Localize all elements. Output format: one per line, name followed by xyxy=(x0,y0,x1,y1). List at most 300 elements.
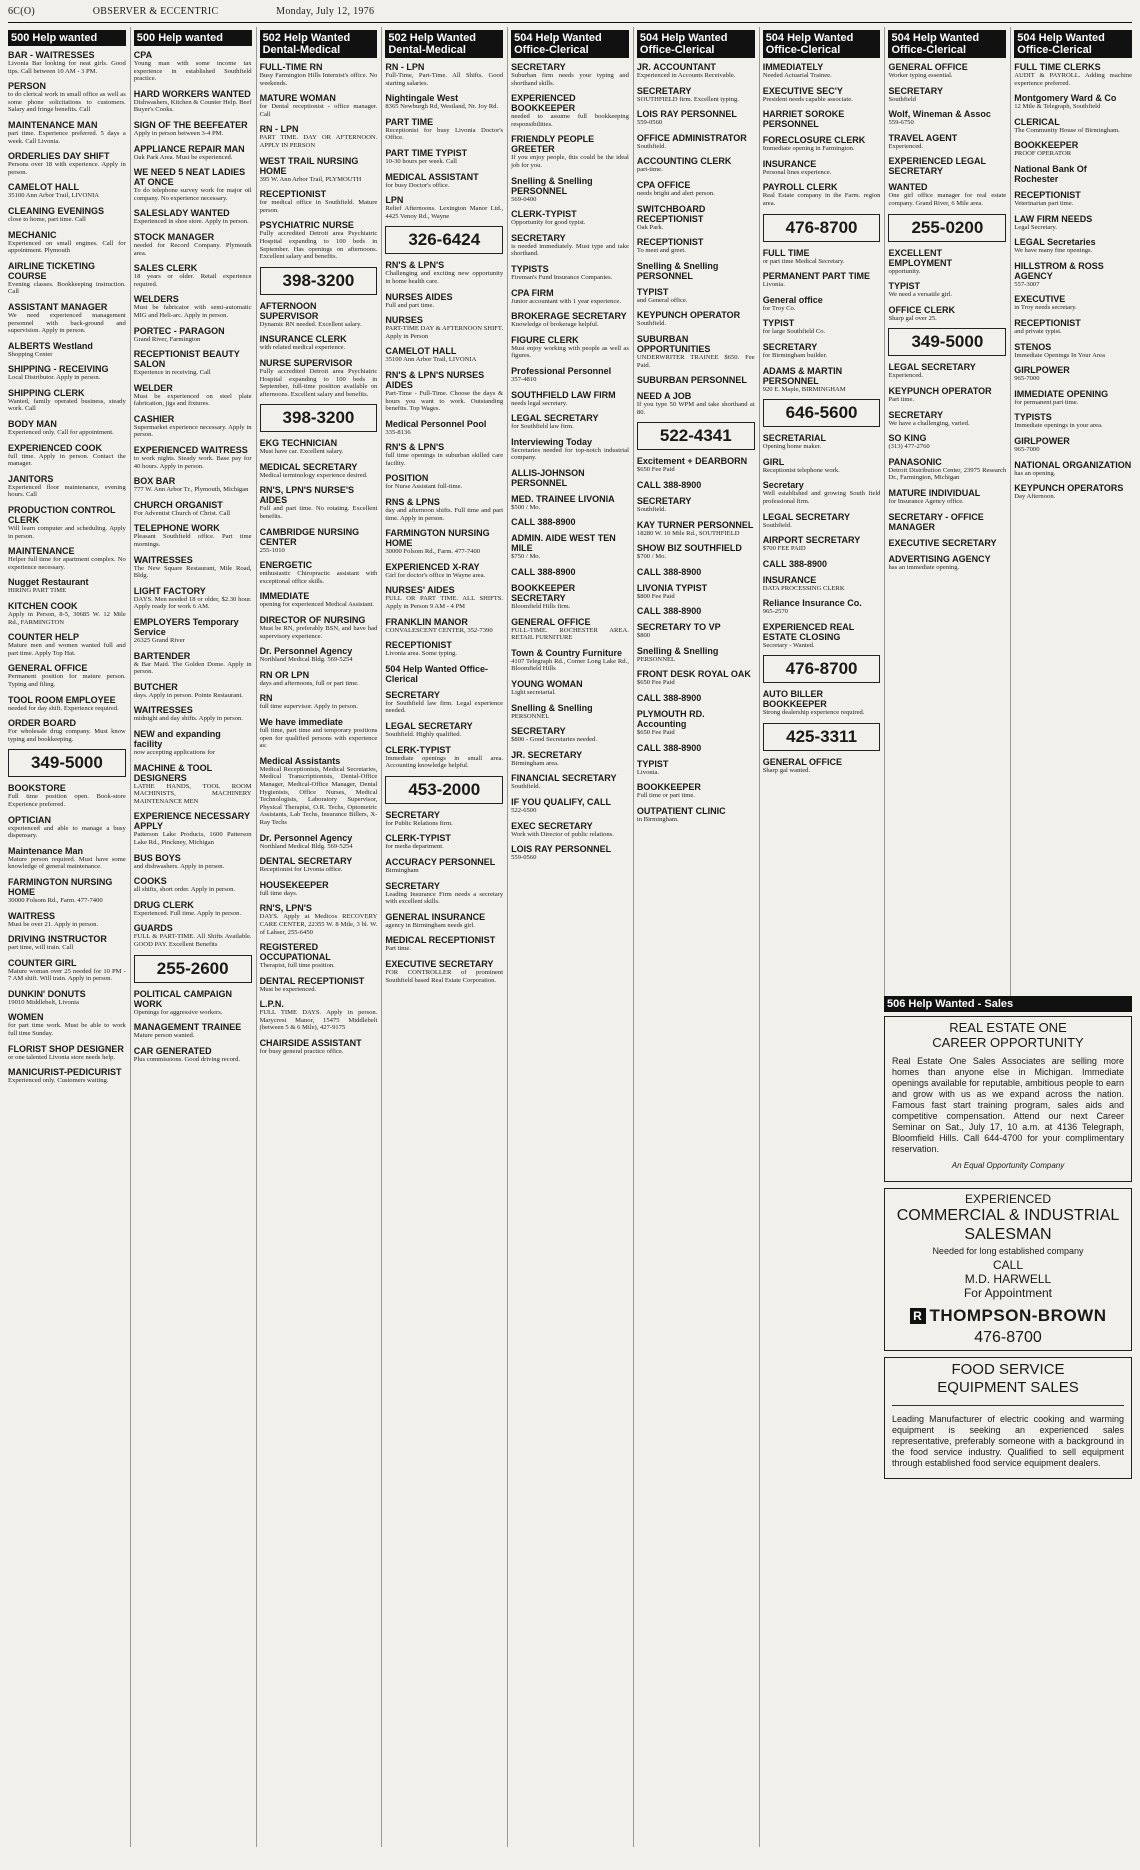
classified-ad xyxy=(637,709,755,737)
ad-body: Experienced floor maintenance, evening hours. Call xyxy=(8,483,126,499)
classified-ad xyxy=(637,180,755,198)
classified-ad xyxy=(888,86,1006,104)
ad-body: Must be over 21. Apply in person. xyxy=(8,920,99,928)
classified-ad xyxy=(134,144,252,162)
ad-title: SIGN OF THE BEEFEATER xyxy=(133,119,248,130)
ad-body: $750 / Mo. xyxy=(511,553,541,561)
classified-ad xyxy=(637,622,755,640)
ad-body: Patterson Lake Products, 1600 Patterson Lake Rd., Pinckney, Michigan xyxy=(133,831,252,846)
ad-body: experienced and able to manage a busy dispensary. xyxy=(8,824,126,840)
classified-column xyxy=(381,27,503,1847)
classified-ad xyxy=(511,517,629,527)
food-line-1: FOOD SERVICE xyxy=(951,1361,1065,1378)
ad-title: CLERICAL xyxy=(1014,116,1060,127)
classified-ad xyxy=(511,703,629,721)
classified-ad xyxy=(763,622,881,650)
ad-body: Real Estate company in the Farm. region area. xyxy=(762,192,881,207)
ad-body: 357-4810 xyxy=(511,375,537,383)
ad-title: NURSES' AIDES xyxy=(385,585,455,596)
classified-ad xyxy=(1014,412,1132,430)
ad-title: SHOW BIZ SOUTHFIELD xyxy=(636,543,742,554)
ad-body: Experience in receiving. Call xyxy=(133,369,211,377)
ad-body: for Public Relations firm. xyxy=(385,819,453,827)
classified-ad xyxy=(385,473,503,491)
ad-body: Legal Secretary. xyxy=(1014,223,1058,231)
ad-title: PSYCHIATRIC NURSE xyxy=(259,220,354,231)
classified-ad xyxy=(134,586,252,611)
ad-body: for permanent part time. xyxy=(1014,398,1079,406)
ad-title: COUNTER HELP xyxy=(8,632,80,643)
ad-body: $650 Fee Paid xyxy=(636,729,675,737)
classified-ad xyxy=(888,362,1006,380)
ad-body: If you enjoy people, this could be the ideal job for you. xyxy=(511,154,629,169)
classified-ad xyxy=(134,50,252,83)
classified-ad xyxy=(637,496,755,514)
classified-ad xyxy=(134,232,252,257)
ad-body: all shifts, short order. Apply in person. xyxy=(133,886,236,894)
ad-body: PART-TIME DAY & AFTERNOON SHIFT. Apply in Person xyxy=(385,325,504,340)
ad-body: Must enjoy working with people as well as figures. xyxy=(511,344,629,360)
ad-body: Junior accountant with 1 year experience. xyxy=(511,297,621,305)
ad-title: LEGAL SECRETARY xyxy=(762,511,851,522)
section-heading: 504 Help Wanted Office-Clerical xyxy=(511,30,629,58)
classified-ad xyxy=(1014,436,1132,454)
classified-ad xyxy=(385,745,503,770)
ad-body: Full time or part time. xyxy=(636,792,695,800)
ad-title: CALL 388-8900 xyxy=(636,742,702,753)
ad-title: POSITION xyxy=(385,473,429,484)
ad-body: Sharp gal over 25. xyxy=(888,314,937,322)
ad-body: 335-8136 xyxy=(385,428,411,436)
ad-body: Veterinarian part time. xyxy=(1014,199,1074,207)
classified-ad xyxy=(134,445,252,470)
ad-title: FARMINGTON NURSING HOME xyxy=(8,876,113,897)
classified-ad xyxy=(8,1067,126,1085)
classified-ad xyxy=(385,640,503,658)
sales-line-6: M.D. HARWELL xyxy=(964,1272,1052,1286)
classified-ad xyxy=(511,233,629,258)
ad-body: has an immediate opening. xyxy=(888,563,960,571)
classified-ad xyxy=(134,876,252,894)
classified-ad xyxy=(134,476,252,494)
ad-body: Fully accredited Detroit area Psychiatric Hospital expanding to 100 beds in September, full-time position available on afternoons. Excellent salary and benefits. xyxy=(259,367,378,398)
ad-title: MANAGEMENT TRAINEE xyxy=(133,1022,242,1033)
ad-body: 965-7000 xyxy=(1014,445,1040,453)
ad-body: Will learn computer and scheduling. Apply in person. xyxy=(8,525,126,540)
ad-body: is needed immediately. Must type and take shorthand. xyxy=(511,242,629,258)
ad-body: 18 years or older. Retail experience required. xyxy=(133,273,252,288)
ad-title: LEGAL Secretaries xyxy=(1014,237,1096,248)
classified-ad xyxy=(511,494,629,512)
ad-body: Must be RN, preferably BSN, and have had supervisory experience. xyxy=(259,625,378,640)
ad-body: 559-0560 xyxy=(511,854,537,862)
classified-ad xyxy=(260,646,378,664)
ad-title: SHIPPING CLERK xyxy=(8,387,85,398)
classified-ad xyxy=(888,410,1006,428)
ad-title: GIRL xyxy=(762,456,785,467)
classified-ad xyxy=(134,955,252,983)
ad-body: Permanent position for mature person. Typing and filing. xyxy=(8,673,126,688)
ad-body: Apply in Person, 8-5, 30685 W. 12 Mile Rd., FARMINGTON xyxy=(8,611,126,626)
classified-ad xyxy=(511,437,629,462)
ad-body: full time openings in suburban skilled care facility. xyxy=(385,452,504,467)
ad-title: CPA FIRM xyxy=(511,287,554,298)
ad-title: SECRETARY TO VP xyxy=(636,622,721,633)
classified-ad xyxy=(134,923,252,948)
ad-body: for busy Doctor's office. xyxy=(385,181,450,189)
classified-ad xyxy=(888,248,1006,276)
issue-date: Monday, July 12, 1976 xyxy=(276,6,375,17)
classified-ad xyxy=(260,462,378,480)
ad-title: BUS BOYS xyxy=(133,852,181,863)
ad-title: RN - LPN xyxy=(259,124,299,135)
classified-ad xyxy=(134,729,252,757)
ad-title: MAINTENANCE xyxy=(8,546,75,557)
ad-title: Reliance Insurance Co. xyxy=(762,598,862,609)
ad-body: For Adventist Church of Christ. Call xyxy=(133,509,231,517)
paper-name: OBSERVER & ECCENTRIC xyxy=(92,6,219,17)
ad-title: RECEPTIONIST xyxy=(259,189,327,200)
ad-title: Interviewing Today xyxy=(511,436,592,447)
ad-title: Dr. Personnel Agency xyxy=(259,646,353,657)
ad-title: MEDICAL SECRETARY xyxy=(259,461,358,472)
section-heading: 502 Help Wanted Dental-Medical xyxy=(260,30,378,58)
classified-ad xyxy=(511,797,629,815)
ad-body: Bloomfield Hills firm. xyxy=(511,603,571,611)
divider xyxy=(892,1405,1124,1406)
classified-ad xyxy=(385,528,503,556)
classified-ad xyxy=(1014,140,1132,158)
classified-ad xyxy=(134,1022,252,1040)
ad-body: Southfield. Highly qualified. xyxy=(385,731,462,738)
classified-ad xyxy=(134,326,252,344)
classified-ad xyxy=(134,208,252,226)
ad-title: WAITRESSES xyxy=(133,705,193,716)
ad-body: Must be experienced. xyxy=(259,985,317,993)
ad-title: LOIS RAY PERSONNEL xyxy=(511,844,612,855)
classified-ad xyxy=(763,512,881,530)
ad-body: to do clerical work in small office as well as some phone solicitations to customers. Salary and fringe benefits. Call xyxy=(8,91,126,114)
ad-title: WELDER xyxy=(133,382,173,393)
classified-ad xyxy=(134,414,252,439)
ad-body: Must be fabricator with semi-automatic MIG and Heli-arc. Apply in person. xyxy=(133,304,252,319)
ad-title: JR. ACCOUNTANT xyxy=(636,62,716,72)
ad-title: CLEANING EVENINGS xyxy=(8,205,105,216)
classified-ad xyxy=(511,209,629,227)
classified-ad xyxy=(385,62,503,87)
classified-ad xyxy=(888,214,1006,242)
classified-ad xyxy=(1014,389,1132,407)
ad-title: SECRETARY xyxy=(385,809,440,820)
classified-ad xyxy=(8,718,126,743)
ad-body: Relief Afternoons. Lexington Manor Ltd., 4425 Venoy Rd., Wayne xyxy=(385,205,504,220)
classified-ad xyxy=(260,615,378,640)
ad-title: 504 Help Wanted Office-Clerical xyxy=(385,663,489,684)
classified-ad xyxy=(260,591,378,609)
ad-body: needed for day shift. Experience required. xyxy=(8,704,119,712)
ad-title: CALL 388-8900 xyxy=(636,606,702,617)
classified-ad xyxy=(637,743,755,753)
ad-body: (313) 477-2760 xyxy=(888,443,930,451)
ad-title: BOOKKEEPER SECRETARY xyxy=(511,583,576,604)
classified-ad xyxy=(763,342,881,360)
classified-ad xyxy=(385,226,503,254)
ad-body: and dishwashers. Apply in person. xyxy=(133,862,225,870)
ad-title: RECEPTIONIST BEAUTY SALON xyxy=(133,349,240,370)
ad-body: 26325 Grand River xyxy=(133,637,185,644)
classified-ad xyxy=(511,821,629,839)
ad-title: SUBURBAN OPPORTUNITIES xyxy=(636,333,711,354)
classified-ad xyxy=(511,648,629,673)
ad-title: IMMEDIATELY xyxy=(762,62,824,72)
classified-ad xyxy=(511,413,629,431)
ad-title: BAR - WAITRESSES xyxy=(8,50,95,60)
ad-title: FRONT DESK ROYAL OAK xyxy=(636,669,751,680)
ad-title: CALL 388-8900 xyxy=(636,693,702,704)
ad-body: for Nurse Assistant full-time. xyxy=(385,483,463,491)
ad-title: GENERAL OFFICE xyxy=(511,616,591,627)
ad-title: Medical Personnel Pool xyxy=(385,418,487,429)
ad-title: 522-4341 xyxy=(659,426,732,446)
ad-title: ALBERTS Westland xyxy=(8,340,93,351)
ad-title: CLERK-TYPIST xyxy=(511,209,577,220)
ad-title: FLORIST SHOP DESIGNER xyxy=(8,1043,124,1054)
classified-ad xyxy=(888,512,1006,532)
classified-ad xyxy=(385,585,503,610)
ad-body: Receptionist for Livonia office. xyxy=(259,866,343,874)
ad-title: MACHINE & TOOL DESIGNERS xyxy=(133,762,212,783)
thompson-brown-logo xyxy=(888,1306,1128,1326)
ad-title: MEDICAL ASSISTANT xyxy=(385,171,479,182)
sales-section xyxy=(884,996,1132,1856)
ad-title: Wolf, Wineman & Assoc xyxy=(888,109,991,120)
ad-body: $650 Fee Paid xyxy=(636,679,675,687)
ad-body: FULL OR PART TIME. ALL SHIFTS. Apply in Person 9 AM - 4 PM xyxy=(385,595,504,611)
classified-ad xyxy=(8,749,126,777)
ad-body: 30000 Folsom Rd., Farm. 477-7400 xyxy=(8,896,103,904)
ad-title: PLYMOUTH RD. Accounting xyxy=(636,709,705,730)
ad-body: Wanted, family operated business, steady work. Call xyxy=(8,397,126,413)
ad-title: COOKS xyxy=(133,876,167,887)
ad-title: EXPERIENCED BOOKKEEPER xyxy=(511,93,576,114)
ad-title: DUNKIN' DONUTS xyxy=(8,988,86,999)
ad-body: Southfield. xyxy=(636,505,667,513)
ad-title: GIRLPOWER xyxy=(1014,365,1070,376)
ad-title: 398-3200 xyxy=(282,270,355,290)
ad-body: 19010 Middlebelt, Livonia xyxy=(8,998,79,1006)
ad-body: Must be experienced on steel plate fabrication, jigs and fixtures. xyxy=(133,392,252,408)
ad-body: has an opening. xyxy=(1014,469,1056,477)
classified-ad xyxy=(511,93,629,128)
ad-body: Fully accredited Detroit area Psychiatric Hospital expanding to 100 beds in September. Has openings on afternoons. Excellent salary and benefits. xyxy=(259,230,378,261)
ad-body: Part time. xyxy=(888,395,915,403)
ad-title: GENERAL OFFICE xyxy=(8,663,88,674)
ad-title: Montgomery Ward & Co xyxy=(1014,93,1117,104)
classified-column xyxy=(8,27,126,1847)
ad-body: Grand River, Farmington xyxy=(133,335,201,343)
ad-title: CALL 388-8900 xyxy=(511,517,576,528)
ad-title: PRODUCTION CONTROL CLERK xyxy=(8,505,116,526)
classified-ad xyxy=(511,335,629,360)
ad-body: $800 xyxy=(636,632,651,640)
ad-title: Secretary xyxy=(762,480,804,491)
ad-title: ALLIS-JOHNSON PERSONNEL xyxy=(511,467,585,488)
classified-ad xyxy=(260,693,378,711)
ad-title: Professional Personnel xyxy=(511,365,612,376)
ad-body: We have many fine openings. xyxy=(1014,247,1093,255)
classified-ad xyxy=(763,655,881,683)
classified-ad xyxy=(637,583,755,601)
ad-body: Knowledge of brokerage helpful. xyxy=(511,321,599,329)
ad-body: agency in Birmingham needs girl. xyxy=(385,921,475,929)
classified-ad xyxy=(385,172,503,190)
sales-line-1: EXPERIENCED xyxy=(964,1192,1052,1206)
ad-title: AUTO BILLER BOOKKEEPER xyxy=(762,689,827,710)
classified-ad xyxy=(385,315,503,340)
ad-body: needed for Record Company. Plymouth area. xyxy=(133,241,252,257)
ad-body: The New Square Restaurant, Mile Road, Bldg. xyxy=(133,564,252,580)
classified-ad xyxy=(385,442,503,467)
section-heading: 500 Help wanted xyxy=(8,30,126,46)
classified-ad xyxy=(888,133,1006,151)
ad-body: Supermarket experience necessary. Apply in person. xyxy=(133,423,252,439)
ad-body: DAYS. Apply at Medicos RECOVERY CARE CENTER, 22355 W. 8 Mile, 3 bl. W. of Lahser, 255-6450 xyxy=(259,913,378,936)
ad-body: To meet and greet. xyxy=(636,247,686,255)
ad-title: TYPISTS xyxy=(511,263,549,274)
ad-title: OFFICE CLERK xyxy=(888,304,955,315)
ad-title: NURSE SUPERVISOR xyxy=(259,357,353,368)
classified-ad xyxy=(260,124,378,149)
ad-title: SECRETARY xyxy=(511,726,566,737)
ad-body: Shopping Center xyxy=(8,350,53,358)
classified-ad xyxy=(763,575,881,593)
ad-title: 476-8700 xyxy=(785,217,858,237)
ad-body: full time, part time and temporary positions open for qualified persons with experience as: xyxy=(259,727,378,750)
ad-title: INSURANCE CLERK xyxy=(259,334,347,345)
classified-ad xyxy=(8,388,126,413)
classified-ad xyxy=(8,341,126,359)
classified-ad xyxy=(511,134,629,169)
ad-body: 777 W. Ann Arbor Tr., Plymouth, Michigan xyxy=(133,486,249,494)
ad-body: Full and part time. xyxy=(385,301,435,309)
ad-title: Nightingale West xyxy=(385,93,459,104)
section-heading-sales: 506 Help Wanted - Sales xyxy=(884,996,1132,1012)
ad-title: MATURE WOMAN xyxy=(259,93,336,104)
ad-title: BROKERAGE SECRETARY xyxy=(511,311,627,322)
ad-body: 920 E. Maple, BIRMINGHAM xyxy=(762,385,846,393)
classified-ad xyxy=(260,903,378,936)
classified-ad xyxy=(134,383,252,408)
ad-body: Day Afternoon. xyxy=(1014,493,1056,501)
ad-title: WELDERS xyxy=(133,294,179,305)
classified-ad xyxy=(260,485,378,520)
classified-ad xyxy=(260,189,378,214)
ad-title: MATURE INDIVIDUAL xyxy=(888,487,981,498)
classified-ad xyxy=(1014,62,1132,87)
classified-ad xyxy=(385,935,503,953)
ad-body: enthusiastic Chiropractic assistant with exceptional office skills. xyxy=(259,570,378,585)
ad-body: $500 / Mo. xyxy=(511,503,541,511)
classified-ad xyxy=(888,488,1006,506)
ad-title: BODY MAN xyxy=(8,419,57,430)
classified-ad xyxy=(134,167,252,202)
classified-ad xyxy=(763,86,881,104)
ad-title: PART TIME TYPIST xyxy=(385,147,468,158)
classified-ad xyxy=(1014,483,1132,501)
classified-ad xyxy=(888,386,1006,404)
ad-title: INSURANCE xyxy=(762,158,817,169)
ad-body: Experienced only. Customers waiting. xyxy=(8,1077,109,1085)
ad-body: 395 W. Ann Arbor Trail, PLYMOUTH xyxy=(259,175,362,183)
classified-ad xyxy=(637,520,755,538)
ad-title: SECRETARY xyxy=(385,880,440,891)
classified-ad xyxy=(763,109,881,129)
classified-ad xyxy=(1014,460,1132,478)
classified-ad xyxy=(1014,237,1132,255)
classified-ad xyxy=(260,438,378,456)
ad-title: POLITICAL CAMPAIGN WORK xyxy=(133,988,232,1009)
ad-title: HOUSEKEEPER xyxy=(259,879,329,890)
ad-body: part time. Experience preferred. 5 days a week. Call Livonia. xyxy=(8,129,126,145)
ad-body: Full time position open. Book-store Experience preferred. xyxy=(8,793,126,808)
ad-title: 453-2000 xyxy=(408,779,481,799)
ad-title: Snelling & Snelling PERSONNEL xyxy=(636,260,719,281)
ad-title: LEGAL SECRETARY xyxy=(511,413,599,424)
ad-body: Southfield. xyxy=(511,783,541,791)
food-body: Leading Manufacturer of electric cooking and warming equipment is seeking an experienced sales representative, preferably someone with a background in the food service industry. Qualified to sell equipment through established food service equipment dealers. xyxy=(892,1414,1124,1468)
classified-ad xyxy=(260,93,378,118)
classified-ad xyxy=(134,651,252,676)
ad-title: NEW and expanding facility xyxy=(133,728,221,749)
ad-body: Southfield. xyxy=(762,521,792,529)
classified-ad xyxy=(8,206,126,224)
classified-ad xyxy=(511,264,629,282)
real-estate-one-ad xyxy=(884,1016,1132,1182)
ad-body: To do telephone survey work for major oil company. No experience necessary. xyxy=(133,187,252,202)
ad-body: Real Estate One Sales Associates are selling more homes than anyone else in Michigan. Immediate openings available for reputable, ambitious people to earn and grow with us as we expand across the nation. Famous fast start training program, sales aids and competitive compensation. Attend our next Career Seminar on Sat., July 17, 10 a.m. at 4136 Telegraph, Bloomfield Hills. Call 644-4700 for your complimentary reservation. xyxy=(892,1056,1124,1154)
ad-body: President needs capable associate. xyxy=(762,95,853,103)
ad-body: Oak Park Area. Must be experienced. xyxy=(133,153,233,161)
ad-title: Maintenance Man xyxy=(8,845,84,856)
ad-body: $650 Fee Paid xyxy=(636,466,675,474)
classified-ad xyxy=(511,533,629,561)
sales-line-5: CALL xyxy=(992,1258,1024,1272)
ad-body: Personal lines experience. xyxy=(762,168,832,176)
ad-title: LEGAL SECRETARY xyxy=(888,362,976,373)
ad-body: Must have car. Excellent salary. xyxy=(259,448,344,456)
classified-ad xyxy=(763,182,881,207)
ad-body: with related medical experience. xyxy=(259,344,346,352)
classified-ad xyxy=(385,664,503,684)
ad-body: for Birmingham builder. xyxy=(762,351,827,359)
ad-body: needed to assume full bookkeeping responsibilities. xyxy=(511,113,629,128)
classified-ad xyxy=(385,810,503,828)
classified-ad xyxy=(511,468,629,488)
ad-title: EXPERIENCED REAL ESTATE CLOSING xyxy=(762,621,855,642)
classified-ad xyxy=(385,93,503,111)
ad-body: Immediate openings in small area. Accounting knowledge helpful. xyxy=(385,754,504,770)
ad-title: BOOKKEEPER xyxy=(1014,140,1079,151)
ad-title: SECRETARIAL xyxy=(762,433,827,444)
ad-title: RN'S, LPN'S NURSE'S AIDES xyxy=(259,485,354,506)
ad-body: UNDERWRITER TRAINEE $650. Fee Paid. xyxy=(636,353,755,369)
classified-ad xyxy=(637,606,755,616)
ad-title: BOOKSTORE xyxy=(8,783,66,794)
ad-title: DENTAL SECRETARY xyxy=(259,856,353,867)
ad-title: NEED A JOB xyxy=(636,391,692,402)
ad-title: General office xyxy=(762,294,823,305)
ad-title: 349-5000 xyxy=(911,332,984,352)
